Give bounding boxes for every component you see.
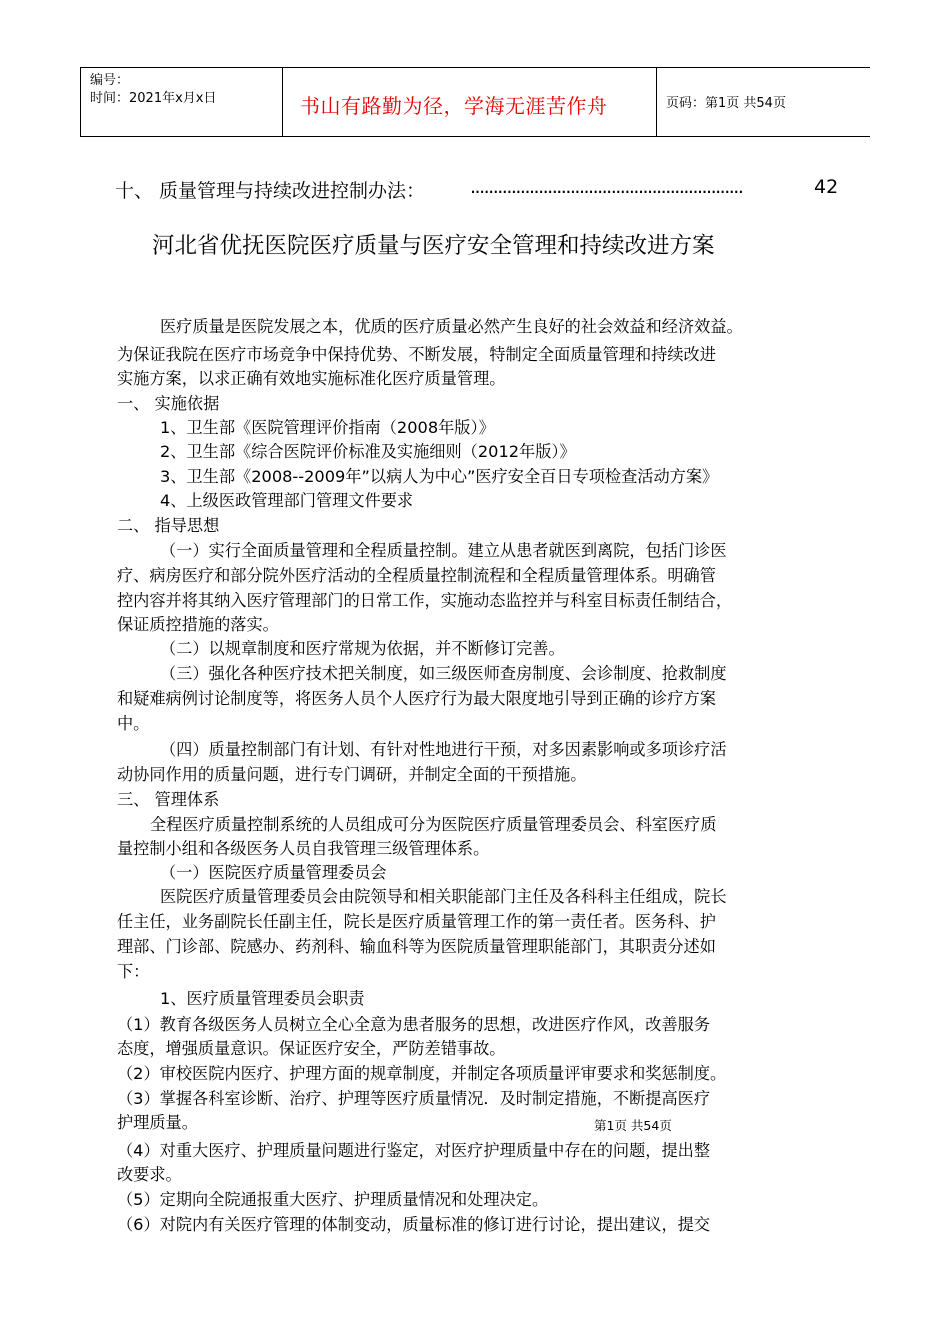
subsection-heading: 1、医疗质量管理委员会职责 bbox=[160, 989, 365, 1008]
body-line: （四）质量控制部门有计划、有针对性地进行干预，对多因素影响或多项诊疗活 bbox=[160, 740, 727, 759]
body-line: 全程医疗质量控制系统的人员组成可分为医院医疗质量管理委员会、科室医疗质 bbox=[150, 815, 717, 834]
header-divider-1 bbox=[282, 68, 283, 136]
body-line: 改要求。 bbox=[117, 1165, 182, 1184]
header-time-label: 时间：2021年x月x日 bbox=[90, 91, 217, 106]
subsection-heading: （一）医院医疗质量管理委员会 bbox=[160, 863, 387, 882]
body-line: （一）实行全面质量管理和全程质量控制。建立从患者就医到离院，包括门诊医 bbox=[160, 541, 727, 560]
body-line: 医院医疗质量管理委员会由院领导和相关职能部门主任及各科科主任组成，院长 bbox=[160, 887, 727, 906]
header-motto: 书山有路勤为径，学海无涯苦作舟 bbox=[300, 94, 608, 118]
body-line: （三）强化各种医疗技术把关制度，如三级医师查房制度、会诊制度、抢救制度 bbox=[160, 664, 727, 683]
body-line: 疗、病房医疗和部分院外医疗活动的全程质量控制流程和全程质量管理体系。明确管 bbox=[117, 566, 716, 585]
section-heading: 三、 管理体系 bbox=[117, 790, 220, 809]
body-line: 态度，增强质量意识。保证医疗安全，严防差错事故。 bbox=[117, 1039, 506, 1058]
body-line: （2）审校医院内医疗、护理方面的规章制度，并制定各项质量评审要求和奖惩制度。 bbox=[117, 1064, 727, 1083]
body-line: 医疗质量是医院发展之本，优质的医疗质量必然产生良好的社会效益和经济效益。 bbox=[160, 317, 743, 336]
body-line: 下： bbox=[117, 962, 150, 981]
toc-page-number: 42 bbox=[814, 176, 839, 198]
body-line: （二）以规章制度和医疗常规为依据，并不断修订完善。 bbox=[160, 639, 565, 658]
body-line: 1、卫生部《医院管理评价指南（2008年版）》 bbox=[160, 418, 495, 437]
header-divider-2 bbox=[656, 68, 657, 136]
body-line: 护理质量。 bbox=[117, 1113, 198, 1132]
toc-entry: 十、 质量管理与持续改进控制办法： bbox=[115, 180, 426, 202]
body-line: （5）定期向全院通报重大医疗、护理质量情况和处理决定。 bbox=[117, 1190, 549, 1209]
header-code-label: 编号： bbox=[90, 73, 130, 88]
footer-page-number: 第1页 共54页 bbox=[594, 1118, 672, 1133]
body-line: 动协同作用的质量问题，进行专门调研，并制定全面的干预措施。 bbox=[117, 765, 587, 784]
body-line: （6）对院内有关医疗管理的体制变动，质量标准的修订进行讨论，提出建议，提交 bbox=[117, 1215, 711, 1234]
header-border-left bbox=[80, 68, 81, 136]
toc-leader-dots: ............................................................ bbox=[470, 176, 743, 198]
body-line: 为保证我院在医疗市场竞争中保持优势、不断发展，特制定全面质量管理和持续改进 bbox=[117, 345, 716, 364]
body-line: 保证质控措施的落实。 bbox=[117, 615, 279, 634]
body-line: 2、卫生部《综合医院评价标准及实施细则（2012年版）》 bbox=[160, 442, 576, 461]
body-line: 实施方案，以求正确有效地实施标准化医疗质量管理。 bbox=[117, 369, 506, 388]
header-page-info: 页码：第1页 共54页 bbox=[666, 96, 786, 111]
body-line: 量控制小组和各级医务人员自我管理三级管理体系。 bbox=[117, 839, 490, 858]
body-line: 和疑难病例讨论制度等，将医务人员个人医疗行为最大限度地引导到正确的诊疗方案 bbox=[117, 689, 716, 708]
section-heading: 二、 指导思想 bbox=[117, 516, 220, 535]
body-line: 中。 bbox=[117, 714, 150, 733]
body-line: （3）掌握各科室诊断、治疗、护理等医疗质量情况．及时制定措施，不断提高医疗 bbox=[117, 1089, 711, 1108]
body-line: 控内容并将其纳入医疗管理部门的日常工作，实施动态监控并与科室目标责任制结合， bbox=[117, 591, 733, 610]
section-heading: 一、 实施依据 bbox=[117, 394, 220, 413]
body-line: 任主任，业务副院长任副主任，院长是医疗质量管理工作的第一责任者。医务科、护 bbox=[117, 912, 716, 931]
body-line: （1）教育各级医务人员树立全心全意为患者服务的思想，改进医疗作风，改善服务 bbox=[117, 1015, 711, 1034]
body-line: 理部、门诊部、院感办、药剂科、输血科等为医院质量管理职能部门，其职责分述如 bbox=[117, 937, 716, 956]
body-line: 4、上级医政管理部门管理文件要求 bbox=[160, 491, 414, 510]
body-line: 3、卫生部《2008--2009年”以病人为中心”医疗安全百日专项检查活动方案》 bbox=[160, 467, 719, 486]
document-title: 河北省优抚医院医疗质量与医疗安全管理和持续改进方案 bbox=[152, 233, 715, 259]
body-line: （4）对重大医疗、护理质量问题进行鉴定，对医疗护理质量中存在的问题，提出整 bbox=[117, 1141, 711, 1160]
